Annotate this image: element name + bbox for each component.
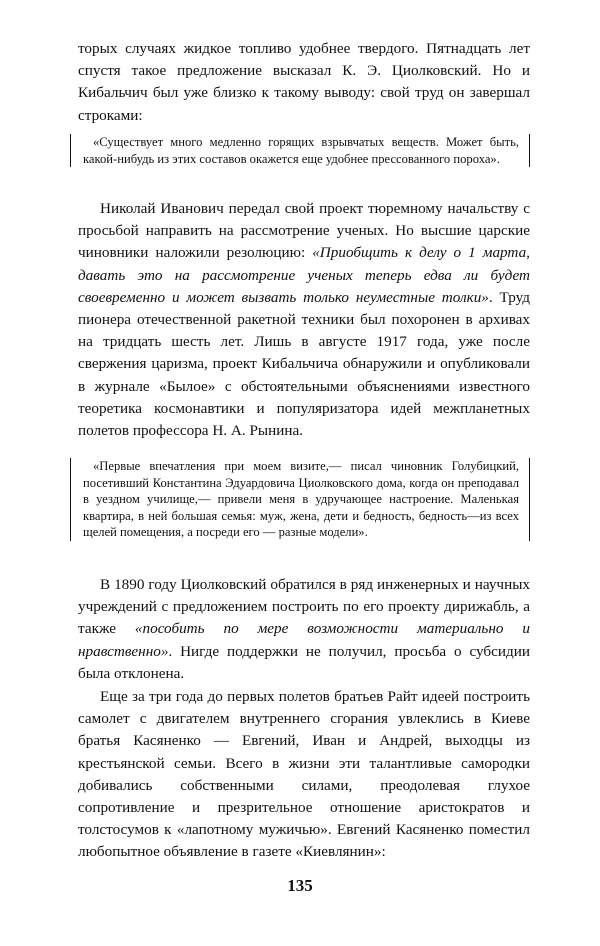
- quote-1-text: «Существует много медленно горящих взрывчатых веществ. Может быть, какой-нибудь из этих составов окажется еще удобнее прессованного пороха».: [83, 135, 519, 166]
- page-number: 135: [287, 876, 313, 895]
- resolution-quote: «Приобщить к делу о 1 марта, давать это на рассмотрение ученых теперь едва ли будет своевременно и может вызвать только неуместные толки»: [78, 244, 530, 306]
- support-request-quote: «пособить по мере возможности материально и нравственно»: [78, 620, 530, 660]
- paragraph-1: торых случаях жидкое топливо удобнее твердого. Пятнадцать лет спустя такое предложение высказал К. Э. Циолковский. Но и Кибальчич был уже близко к такому выводу: свой труд он завершал строками:: [78, 40, 530, 124]
- paragraph-2: Николай Иванович передал свой проект тюремному начальству с просьбой направить на рассмотрение ученых. Но высшие царские чиновники наложили резолюцию: «Приобщить к делу о 1 марта, давать это на рассмотрение ученых теперь едва ли будет своевременно и может вызвать только неуместные толки». Труд пионера отечественной ракетной техники был похоронен в архивах на тридцать шесть лет. Лишь в августе 1917 года, уже после свержения царизма, проект Кибальчича обнаружили и опубликовали в журнале «Былое» с обстоятельными объяснениями известного теоретика космонавтики и популяризатора идей межпланетных полетов профессора Н. А. Рынина.: [78, 200, 530, 440]
- quote-2: [70, 458, 530, 541]
- quote-1: [70, 134, 530, 167]
- paragraph-4: Еще за три года до первых полетов братьев Райт идеей построить самолет с двигателем внутреннего сгорания увлеклись в Киеве братья Касяненко — Евгений, Иван и Андрей, выходцы из крестьянской семьи. Всего в жизни эти талантливые самородки добивались собственными силами, преодолевая глухое сопротивление и презрительное отношение аристократов и толстосумов к «лапотному мужичью». Евгений Касяненко поместил любопытное объявление в газете «Киевлянин»:: [78, 688, 530, 861]
- quote-2-text: «Первые впечатления при моем визите,— писал чиновник Голубицкий, посетивший Константина Эдуардовича Циолковского дома, когда он преподавал в уездном училище,— привели меня в удручающее настроение. Маленькая квартира, в ней большая семья: муж, жена, дети и бедность, бедность—из всех щелей помещения, а посреди его — разные модели».: [83, 459, 519, 540]
- paragraph-3: В 1890 году Циолковский обратился в ряд инженерных и научных учреждений с предложением построить по его проекту дирижабль, а также «пособить по мере возможности материально и нравственно». Нигде поддержки не получил, просьба о субсидии была отклонена.: [78, 576, 530, 682]
